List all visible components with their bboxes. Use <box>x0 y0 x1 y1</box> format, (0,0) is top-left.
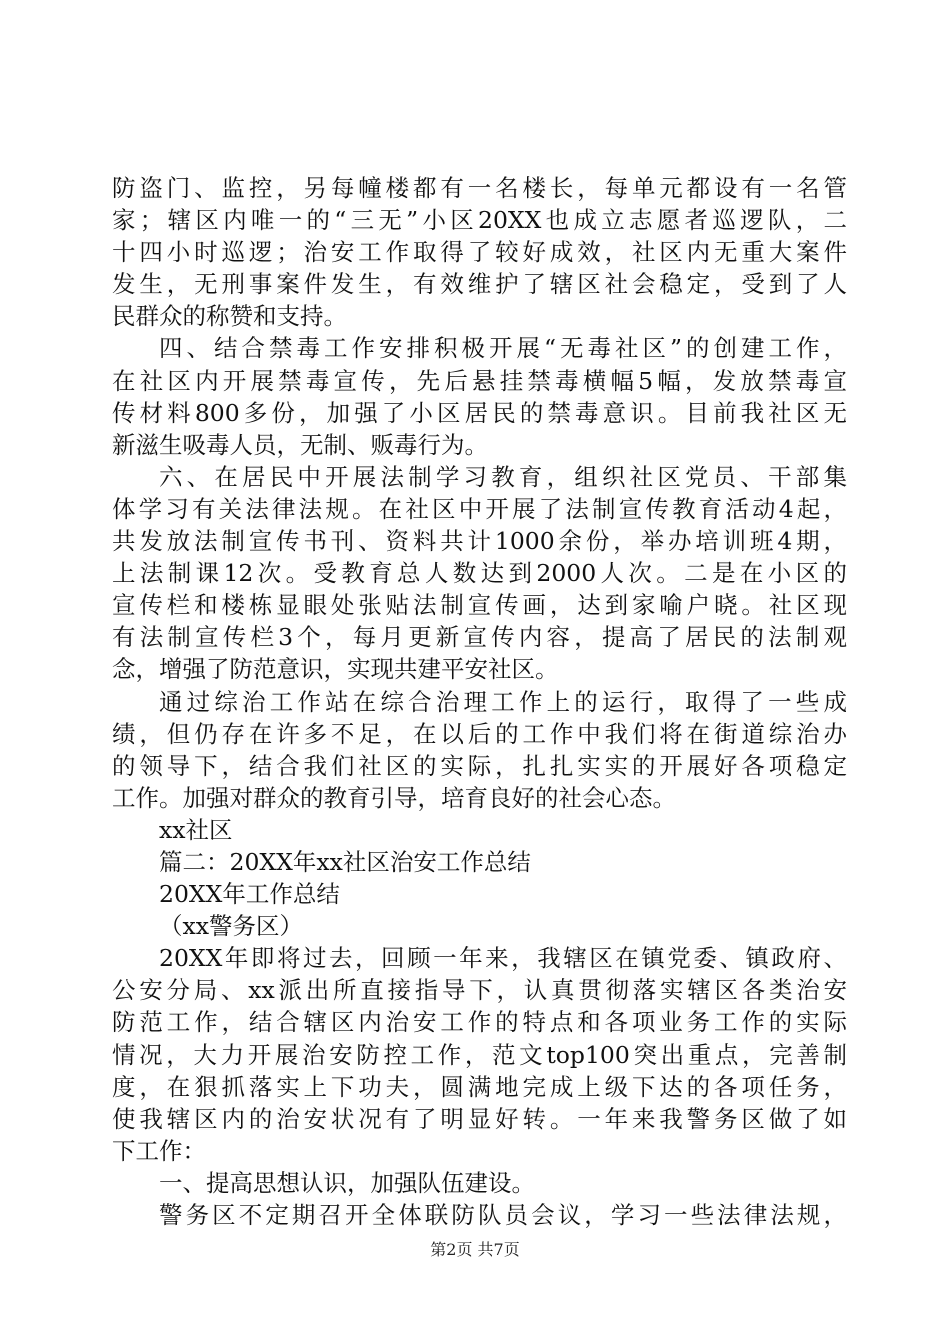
text-line: 警务区不定期召开全体联防队员会议，学习一些法律法规， <box>159 1201 847 1229</box>
page-footer: 第2页 共7页 <box>430 1240 520 1259</box>
text-line: （xx警务区） <box>159 912 304 941</box>
text-line: 在社区内开展禁毒宣传，先后悬挂禁毒横幅5幅，发放禁毒宣 <box>112 366 847 395</box>
text-line: 有法制宣传栏3个，每月更新宣传内容，提高了居民的法制观 <box>112 623 847 652</box>
text-line: 十四小时巡逻；治安工作取得了较好成效，社区内无重大案件 <box>112 238 847 267</box>
text-line: 篇二：20XX年xx社区治安工作总结 <box>159 847 531 876</box>
text-line: xx社区 <box>159 815 233 844</box>
text-line: 家；辖区内唯一的“三无”小区20XX也成立志愿者巡逻队，二 <box>112 206 847 235</box>
text-line: 度，在狠抓落实上下功夫，圆满地完成上级下达的各项任务， <box>112 1072 847 1101</box>
text-line: 上法制课12次。受教育总人数达到2000人次。二是在小区的 <box>112 559 847 588</box>
text-line: 20XX年工作总结 <box>159 880 340 909</box>
text-line: 使我辖区内的治安状况有了明显好转。一年来我警务区做了如 <box>112 1104 847 1133</box>
text-line: 念，增强了防范意识，实现共建平安社区。 <box>112 655 559 684</box>
text-line: 体学习有关法律法规。在社区中开展了法制宣传教育活动4起， <box>112 494 847 523</box>
text-line: 工作。加强对群众的教育引导，培育良好的社会心态。 <box>112 783 676 812</box>
text-line: 公安分局、xx派出所直接指导下，认真贯彻落实辖区各类治安 <box>112 976 847 1005</box>
text-line: 共发放法制宣传书刊、资料共计1000余份，举办培训班4期， <box>112 527 847 556</box>
text-line: 通过综治工作站在综合治理工作上的运行，取得了一些成 <box>159 687 847 716</box>
text-line: 一、提高思想认识，加强队伍建设。 <box>159 1168 535 1197</box>
text-line: 防范工作，结合辖区内治安工作的特点和各项业务工作的实际 <box>112 1008 847 1037</box>
document-body <box>112 172 847 1231</box>
text-line: 宣传栏和楼栋显眼处张贴法制宣传画，达到家喻户晓。社区现 <box>112 591 847 620</box>
text-line: 防盗门、监控，另每幢楼都有一名楼长，每单元都设有一名管 <box>112 174 847 202</box>
text-line: 四、结合禁毒工作安排积极开展“无毒社区”的创建工作， <box>159 334 847 363</box>
text-line: 的领导下，结合我们社区的实际，扎扎实实的开展好各项稳定 <box>112 751 847 780</box>
text-line: 民群众的称赞和支持。 <box>112 302 347 331</box>
text-line: 新滋生吸毒人员，无制、贩毒行为。 <box>112 430 488 459</box>
text-line: 绩，但仍存在许多不足，在以后的工作中我们将在街道综治办 <box>112 719 847 748</box>
text-line: 下工作： <box>112 1136 206 1165</box>
text-line: 20XX年即将过去，回顾一年来，我辖区在镇党委、镇政府、 <box>159 944 847 973</box>
text-line: 六、在居民中开展法制学习教育，组织社区党员、干部集 <box>159 462 847 491</box>
text-line: 情况，大力开展治安防控工作，范文top100突出重点，完善制 <box>112 1040 847 1069</box>
text-line: 发生，无刑事案件发生，有效维护了辖区社会稳定，受到了人 <box>112 270 847 299</box>
text-line: 传材料800多份，加强了小区居民的禁毒意识。目前我社区无 <box>112 398 847 427</box>
